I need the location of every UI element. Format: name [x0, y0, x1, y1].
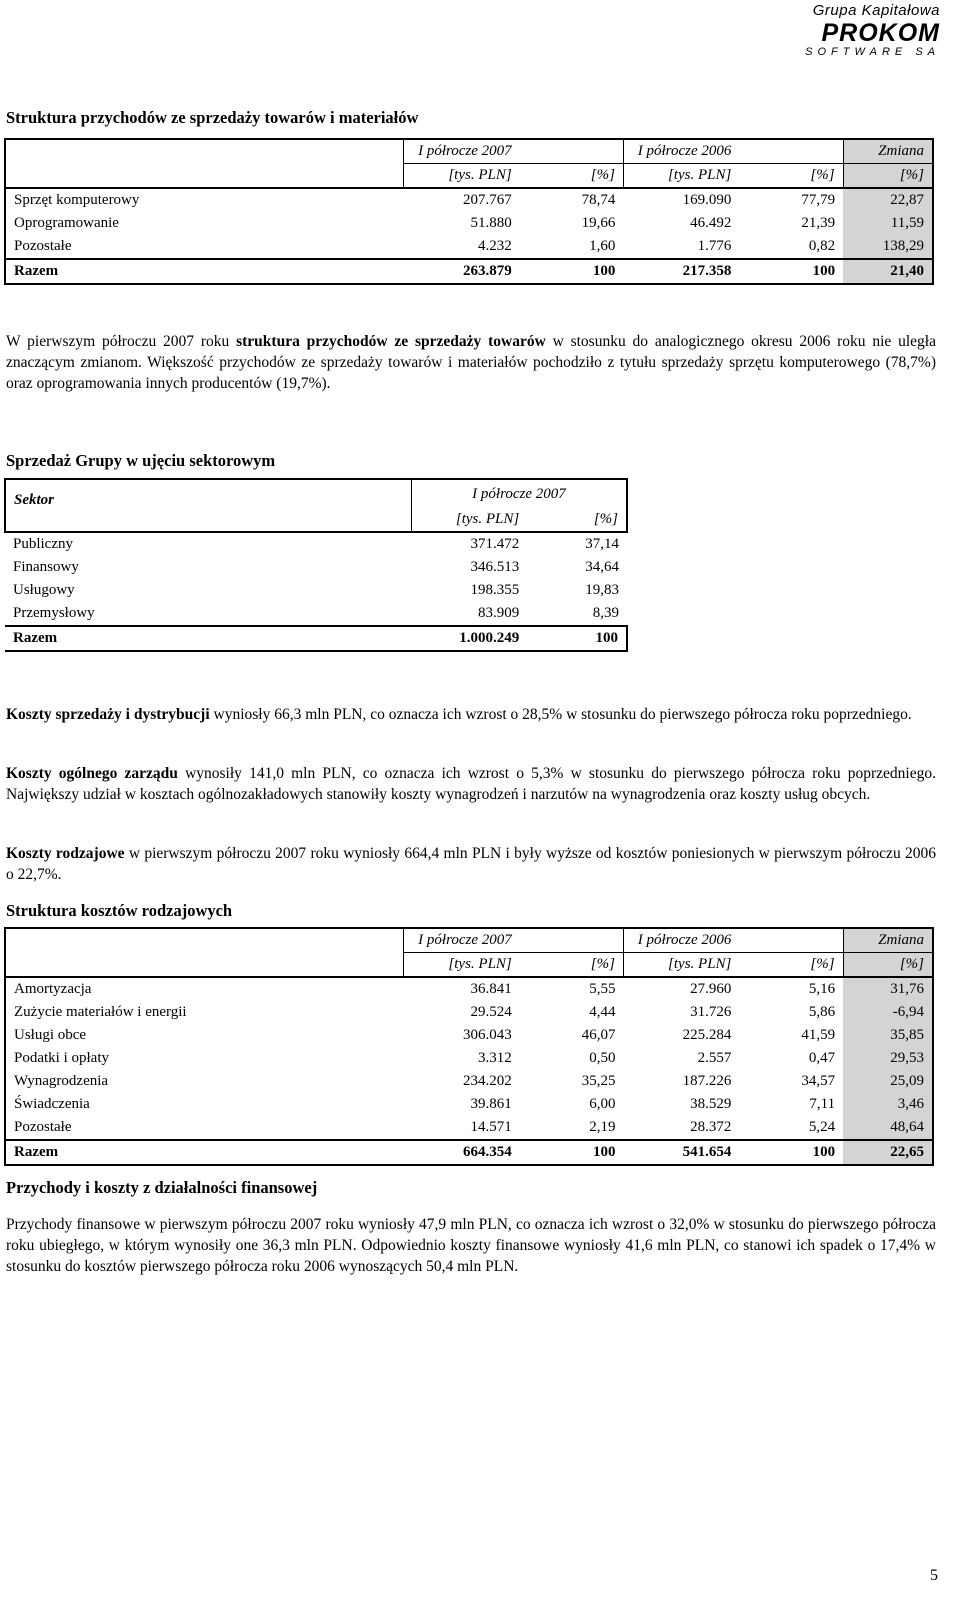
table-cell-col-0: Świadczenia: [14, 1096, 90, 1112]
header-cell-col-1: I półrocze 2007: [418, 143, 512, 159]
table-row: [5, 532, 627, 556]
header-cell-col-2: [520, 139, 624, 164]
paragraph-sales-structure: W pierwszym półroczu 2007 roku struktura przychodów ze sprzedaży towarów w stosunku do analogicznego okresu 2006 roku nie uległa znaczącym zmianom. Większość przychodów ze sprzedaży towarów i materiałów pochodziło z tytułu sprzedaży sprzętu komputerowego (78,7%) oraz oprogramowania innych producentów (19,7%).: [6, 333, 936, 392]
table-row: [5, 1116, 933, 1140]
table-cell-col-1: 198.355: [470, 582, 520, 598]
total-cell-col-1: 263.879: [404, 259, 520, 284]
table-cell-col-1: 371.472: [411, 532, 527, 556]
table-cell-col-2: 34,64: [585, 559, 619, 575]
total-row: [5, 259, 933, 284]
table-row: [5, 235, 933, 259]
total-cell-col-5: 21,40: [843, 259, 933, 284]
logo-sub: SOFTWARE SA: [805, 46, 940, 58]
table-cell-col-2: 0,50: [589, 1050, 616, 1066]
header-cell-col-3: [tys. PLN]: [623, 953, 739, 978]
paragraph-admin-costs: Koszty ogólnego zarządu wynosiły 141,0 mln PLN, co oznacza ich wzrost o 5,3% w stosunku do pierwszego półrocza roku poprzedniego. Największy udział w kosztach ogólnozakładowych stanowiły koszty wynagrodzeń i narzutów na wynagrodzenia oraz koszty usług obcych.: [6, 765, 936, 803]
header-cell-col-4: [%]: [739, 953, 843, 978]
table-cell-col-2: 1,60: [589, 238, 616, 254]
total-cell-col-0: Razem: [5, 259, 404, 284]
table-cell-col-0: Sprzęt komputerowy: [5, 188, 404, 212]
table-row: [5, 579, 627, 602]
table-cell-col-5: 3,46: [843, 1093, 933, 1116]
table-cell-col-5: -6,94: [843, 1001, 933, 1024]
sector-sales-table: [4, 478, 628, 652]
sector-header: Sektor: [5, 479, 411, 532]
table-cell-col-1: 234.202: [463, 1073, 512, 1089]
table-cell-col-5: 11,59: [843, 212, 933, 235]
table-cell-col-4: 5,16: [739, 977, 843, 1001]
logo-line-1: Grupa Kapitałowa: [812, 2, 940, 19]
table-row: [5, 1001, 933, 1024]
header-row-period: [5, 479, 627, 508]
table-cell-col-3: 38.529: [690, 1096, 732, 1112]
table-cell-col-1: 29.524: [470, 1004, 512, 1020]
period-header: I półrocze 2007: [411, 479, 627, 508]
header-cell-col-3: I półrocze 2006: [637, 143, 732, 159]
table-cell-col-3: 2.557: [697, 1050, 732, 1066]
company-logo: [790, 2, 940, 58]
table-cell-col-2: 19,66: [581, 215, 616, 231]
section-title-cost-structure: Struktura kosztów rodzajowych: [6, 901, 233, 920]
table-cell-col-4: 0,47: [808, 1050, 836, 1066]
table-row: [5, 1093, 933, 1116]
table-cell-col-4: 0,82: [808, 238, 836, 254]
total-cell-col-4: 100: [739, 259, 843, 284]
table-cell-col-1: 346.513: [470, 559, 520, 575]
total-cell-col-3: 217.358: [623, 259, 739, 284]
total-cell-col-1: 1.000.249: [411, 626, 527, 651]
table-cell-col-0: Podatki i opłaty: [14, 1050, 109, 1066]
table-cell-col-4: 5,24: [808, 1119, 836, 1135]
table-cell-col-0: Pozostałe: [14, 1119, 72, 1135]
sales-structure-table: [4, 138, 934, 285]
table-cell-col-5: 22,87: [843, 188, 933, 212]
total-cell-col-2: 100: [520, 1140, 624, 1165]
table-cell-col-2: 19,83: [585, 582, 619, 598]
table-cell-col-2: 35,25: [581, 1073, 616, 1089]
table-cell-col-4: 77,79: [739, 188, 843, 212]
table-cell-col-5: 31,76: [843, 977, 933, 1001]
table-row: [5, 1024, 933, 1047]
table-cell-col-1: 36.841: [404, 977, 520, 1001]
table-cell-col-5: 25,09: [843, 1070, 933, 1093]
table-cell-col-2: 5,55: [520, 977, 624, 1001]
total-row: [5, 1140, 933, 1165]
table-cell-col-2: 6,00: [589, 1096, 616, 1112]
table-cell-col-2: 37,14: [527, 532, 627, 556]
header-cell-col-2: [%]: [520, 953, 624, 978]
table-row: [5, 602, 627, 626]
table-row: [5, 556, 627, 579]
header-row-units: [5, 953, 933, 978]
total-cell-col-2: 100: [527, 626, 627, 651]
table-cell-col-2: 4,44: [589, 1004, 616, 1020]
table-cell-col-5: 35,85: [843, 1024, 933, 1047]
table-cell-col-0: Oprogramowanie: [14, 215, 119, 231]
paragraph-financial: Przychody finansowe w pierwszym półroczu 2007 roku wyniosły 47,9 mln PLN, co oznacza ich wzrost o 32,0% w stosunku do pierwszego półrocza roku ubiegłego, w którym wynosiły one 36,3 mln PLN. Odpowiednio koszty finansowe wyniosły 41,6 mln PLN, co stanowi ich spadek o 17,4% w stosunku do kosztów pierwszego półrocza roku 2006 wynoszących 50,4 mln PLN.: [6, 1216, 936, 1275]
header-cell-col-2: [%]: [527, 508, 627, 532]
total-cell-col-0: Razem: [5, 626, 411, 651]
total-cell-col-3: 541.654: [623, 1140, 739, 1165]
table-cell-col-2: 8,39: [592, 605, 619, 621]
table-cell-col-1: 51.880: [470, 215, 512, 231]
header-cell-col-0: [5, 928, 404, 953]
table-row: [5, 1047, 933, 1070]
header-cell-col-5: [%]: [843, 164, 933, 189]
table-cell-col-3: 28.372: [690, 1119, 732, 1135]
header-cell-col-1: [tys. PLN]: [404, 164, 520, 189]
table-cell-col-5: 48,64: [843, 1116, 933, 1140]
header-cell-col-5: Zmiana: [843, 928, 933, 953]
header-cell-col-1: [tys. PLN]: [404, 953, 520, 978]
header-row-period: [5, 139, 933, 164]
table-cell-col-1: 207.767: [404, 188, 520, 212]
total-row: [5, 626, 627, 651]
section-title-sales-structure: Struktura przychodów ze sprzedaży towarów i materiałów: [6, 108, 419, 127]
table-cell-col-3: 27.960: [623, 977, 739, 1001]
table-cell-col-3: 169.090: [623, 188, 739, 212]
total-cell-col-5: 22,65: [843, 1140, 933, 1165]
table-cell-col-1: 14.571: [470, 1119, 512, 1135]
table-cell-col-5: 29,53: [843, 1047, 933, 1070]
header-cell-col-5: [%]: [843, 953, 933, 978]
page-number: 5: [930, 1567, 938, 1584]
cost-structure-table: [4, 927, 934, 1166]
total-cell-col-2: 100: [520, 259, 624, 284]
table-cell-col-1: 83.909: [477, 605, 520, 621]
table-cell-col-2: 46,07: [581, 1027, 616, 1043]
table-cell-col-0: Usługi obce: [14, 1027, 87, 1043]
table-cell-col-0: Przemysłowy: [13, 605, 95, 621]
table-cell-col-0: Wynagrodzenia: [14, 1073, 109, 1089]
table-row: [5, 1070, 933, 1093]
table-cell-col-3: 225.284: [682, 1027, 732, 1043]
table-cell-col-2: 78,74: [520, 188, 624, 212]
table-cell-col-3: 31.726: [690, 1004, 732, 1020]
table-cell-col-0: Amortyzacja: [5, 977, 404, 1001]
header-cell-col-0: [5, 164, 404, 189]
header-cell-col-1: I półrocze 2007: [418, 932, 512, 948]
table-cell-col-5: 138,29: [843, 235, 933, 259]
header-cell-col-2: [520, 928, 624, 953]
table-cell-col-3: 1.776: [697, 238, 732, 254]
header-cell-col-0: [5, 953, 404, 978]
table-cell-col-4: 5,86: [808, 1004, 836, 1020]
table-cell-col-1: 3.312: [478, 1050, 512, 1066]
table-cell-col-0: Zużycie materiałów i energii: [14, 1004, 187, 1020]
table-cell-col-0: Usługowy: [13, 582, 75, 598]
header-cell-col-4: [739, 928, 843, 953]
table-cell-col-4: 34,57: [801, 1073, 836, 1089]
table-row: [5, 188, 933, 212]
table-row: [5, 977, 933, 1001]
header-cell-col-4: [739, 139, 843, 164]
table-cell-col-0: Publiczny: [5, 532, 411, 556]
table-cell-col-1: 306.043: [463, 1027, 512, 1043]
table-cell-col-0: Pozostałe: [14, 238, 72, 254]
header-cell-col-4: [%]: [739, 164, 843, 189]
table-cell-col-1: 4.232: [477, 238, 512, 254]
header-cell-col-3: I półrocze 2006: [637, 932, 732, 948]
table-cell-col-3: 46.492: [690, 215, 732, 231]
header-cell-col-1: [tys. PLN]: [455, 511, 520, 527]
header-cell-col-5: Zmiana: [843, 139, 933, 164]
header-cell-col-2: [%]: [520, 164, 624, 189]
section-title-sector-sales: Sprzedaż Grupy w ujęciu sektorowym: [6, 451, 276, 470]
section-title-financial: Przychody i koszty z działalności finansowej: [6, 1178, 318, 1197]
paragraph-costs-by-type: Koszty rodzajowe w pierwszym półroczu 2007 roku wyniosły 664,4 mln PLN i były wyższe od kosztów poniesionych w pierwszym półroczu 2006 o 22,7%.: [6, 845, 936, 883]
table-cell-col-0: Finansowy: [13, 559, 79, 575]
total-cell-col-0: Razem: [5, 1140, 404, 1165]
header-row-units: [5, 164, 933, 189]
table-row: [5, 212, 933, 235]
total-cell-col-4: 100: [739, 1140, 843, 1165]
header-row-period: [5, 928, 933, 953]
table-cell-col-4: 41,59: [801, 1027, 836, 1043]
table-cell-col-4: 7,11: [809, 1096, 836, 1112]
table-cell-col-1: 39.861: [470, 1096, 512, 1112]
header-cell-col-0: [5, 139, 404, 164]
paragraph-selling-costs: Koszty sprzedaży i dystrybucji wyniosły 66,3 mln PLN, co oznacza ich wzrost o 28,5% w stosunku do pierwszego półrocza roku poprzedniego.: [6, 706, 912, 723]
header-cell-col-3: [tys. PLN]: [623, 164, 739, 189]
logo-brand: PROKOM: [821, 19, 940, 47]
total-cell-col-1: 664.354: [404, 1140, 520, 1165]
table-cell-col-3: 187.226: [682, 1073, 732, 1089]
table-cell-col-4: 21,39: [801, 215, 836, 231]
table-cell-col-2: 2,19: [589, 1119, 616, 1135]
